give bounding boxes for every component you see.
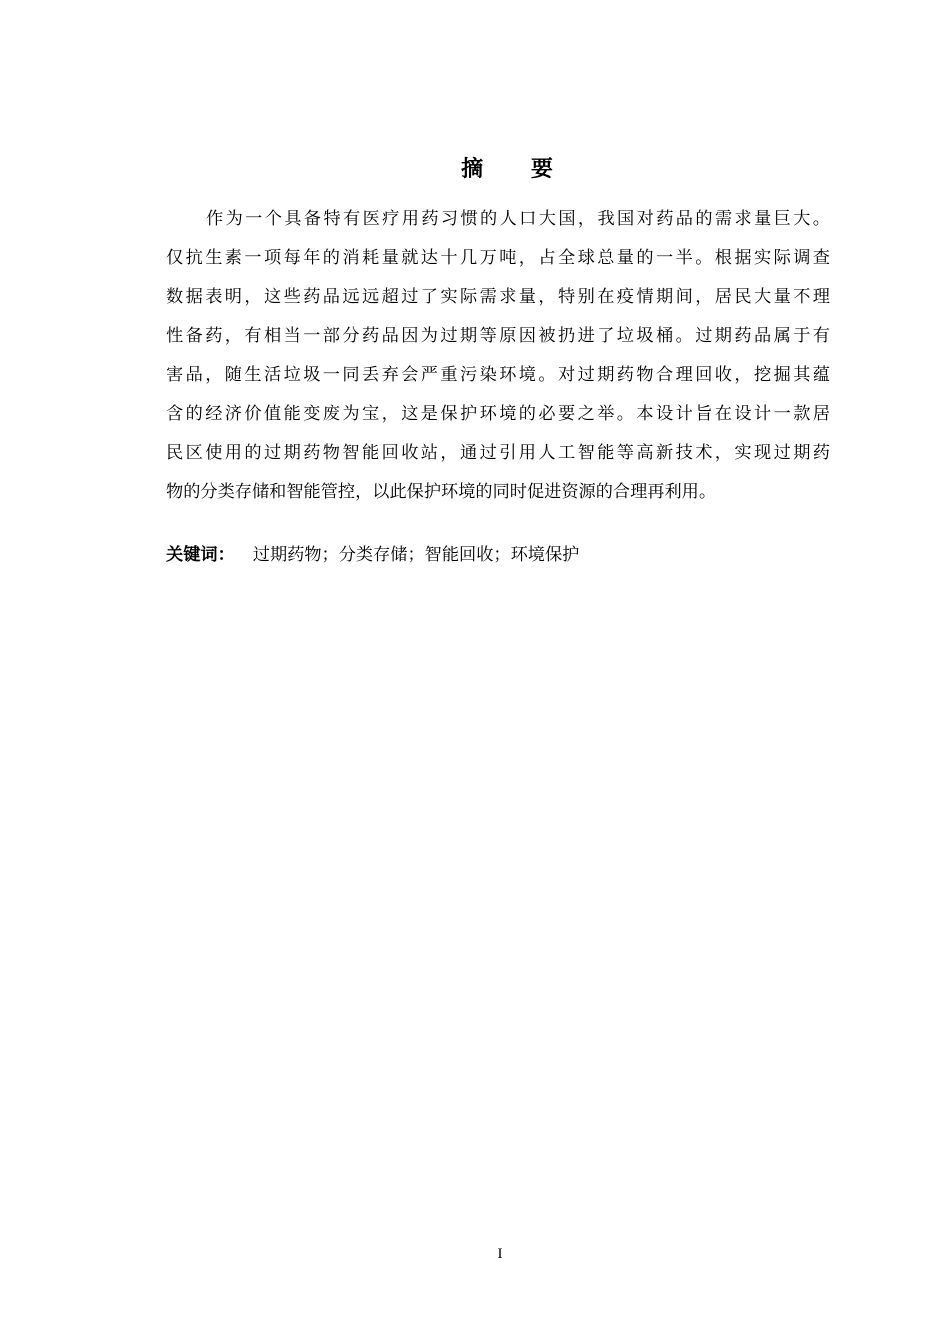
keywords-label: 关键词： xyxy=(166,545,235,565)
abstract-line: 物的分类存储和智能管控，以此保护环境的同时促进资源的合理再利用。 xyxy=(166,482,717,502)
abstract-line: 民区使用的过期药物智能回收站，通过引用人工智能等高新技术，实现过期药 xyxy=(166,443,830,463)
abstract-body xyxy=(166,200,830,512)
abstract-line: 作为一个具备特有医疗用药习惯的人口大国，我国对药品的需求量巨大。 xyxy=(206,209,830,229)
keywords-line xyxy=(166,538,579,572)
abstract-line: 性备药，有相当一部分药品因为过期等原因被扔进了垃圾桶。过期药品属于有 xyxy=(166,326,830,346)
abstract-line: 含的经济价值能变废为宝，这是保护环境的必要之举。本设计旨在设计一款居 xyxy=(166,404,830,424)
abstract-line: 数据表明，这些药品远远超过了实际需求量，特别在疫情期间，居民大量不理 xyxy=(166,287,830,307)
abstract-line: 仅抗生素一项每年的消耗量就达十几万吨，占全球总量的一半。根据实际调查 xyxy=(166,248,830,268)
page-number: I xyxy=(497,1246,503,1262)
abstract-line: 害品，随生活垃圾一同丢弃会严重污染环境。对过期药物合理回收，挖掘其蕴 xyxy=(166,365,830,385)
abstract-title: 摘 要 xyxy=(461,157,573,182)
keywords-text: 过期药物；分类存储；智能回收；环境保护 xyxy=(252,545,580,565)
